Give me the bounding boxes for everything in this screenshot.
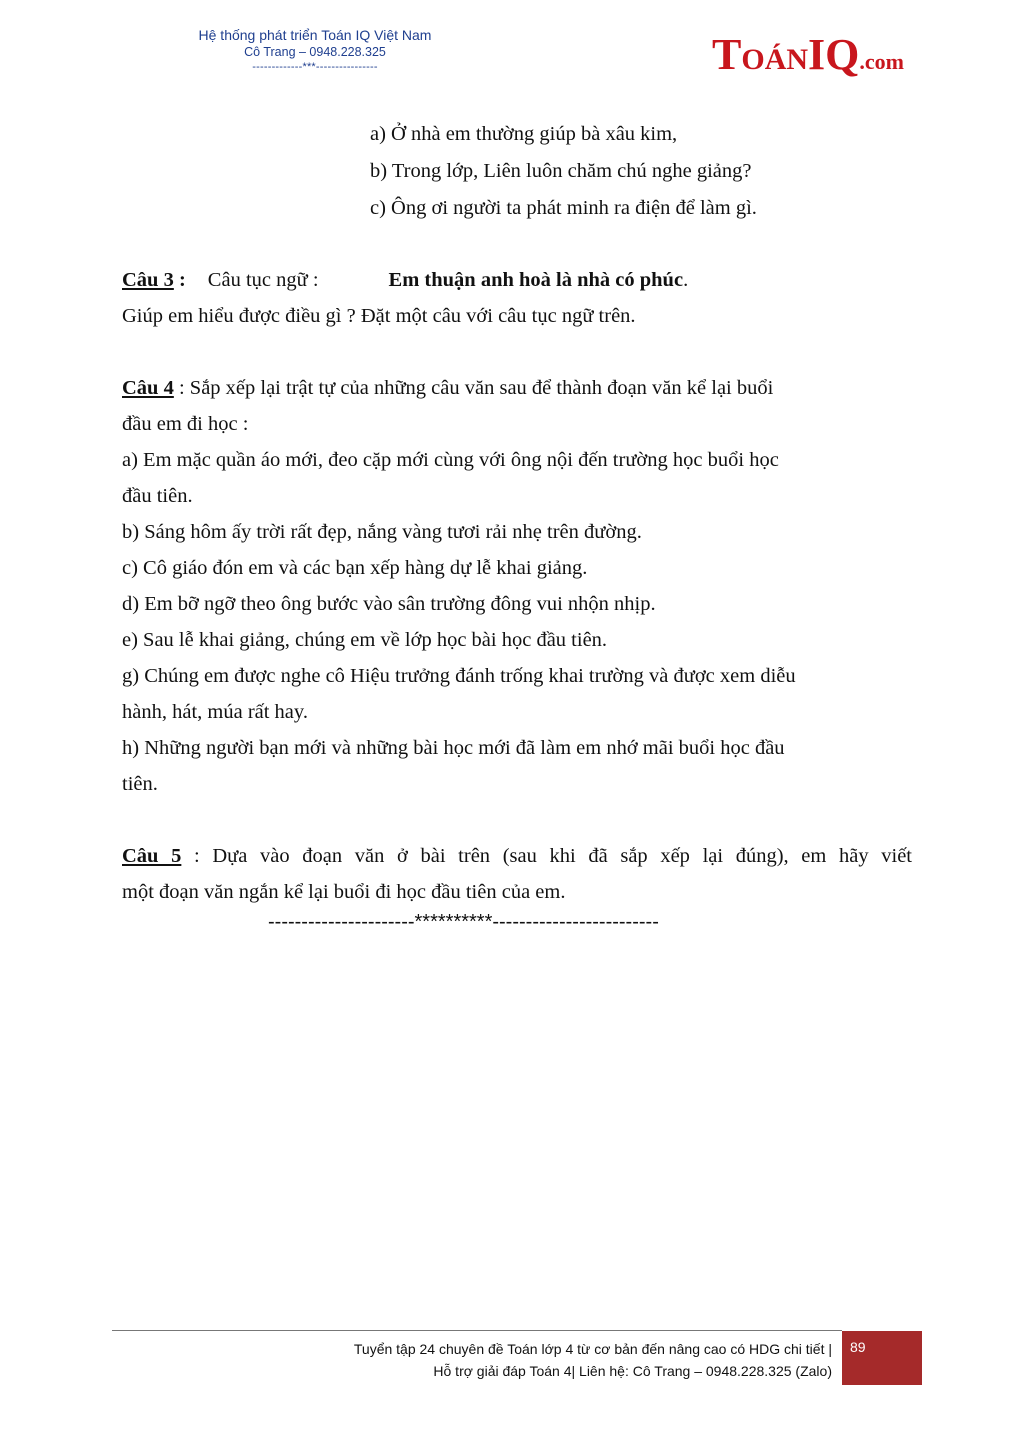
question-4-label: Câu 4 xyxy=(122,377,174,399)
list-item: d) Em bỡ ngỡ theo ông bước vào sân trường đông vui nhộn nhịp. xyxy=(122,593,656,615)
option-c: c) Ông ơi người ta phát minh ra điện để làm gì. xyxy=(370,197,757,219)
footer-text xyxy=(354,1338,832,1382)
question-5-label: Câu 5 xyxy=(122,845,182,867)
question-3-label: Câu 3 xyxy=(122,269,174,291)
question-4-line2: đầu em đi học : xyxy=(122,413,249,435)
page-number: 89 xyxy=(850,1339,866,1355)
question-5: Câu 5 : Dựa vào đoạn văn ở bài trên (sau khi đã sắp xếp lại đúng), em hãy viết xyxy=(122,845,912,867)
list-item: g) Chúng em được nghe cô Hiệu trưởng đánh trống khai trường và được xem diễu xyxy=(122,665,796,687)
end-divider: ----------------------**********------------------------- xyxy=(268,911,659,933)
question-3: Câu 3 : Câu tục ngữ : Em thuận anh hoà là nhà có phúc. xyxy=(122,269,689,291)
header-info xyxy=(150,26,480,74)
footer-rule xyxy=(112,1330,842,1331)
list-item: e) Sau lễ khai giảng, chúng em về lớp học bài học đầu tiên. xyxy=(122,629,608,651)
toaniq-logo: TOÁNIQ.com xyxy=(712,30,904,79)
list-item: a) Em mặc quần áo mới, đeo cặp mới cùng với ông nội đến trường học buổi học xyxy=(122,449,779,471)
list-item: hành, hát, múa rất hay. xyxy=(122,701,308,723)
list-item: đầu tiên. xyxy=(122,485,193,507)
header-contact: Cô Trang – 0948.228.325 xyxy=(244,45,386,59)
footer-line-2: Hỗ trợ giải đáp Toán 4| Liên hệ: Cô Trang – 0948.228.325 (Zalo) xyxy=(433,1363,832,1379)
list-item: tiên. xyxy=(122,773,158,795)
question-5-line2: một đoạn văn ngắn kể lại buổi đi học đầu tiên của em. xyxy=(122,881,566,903)
footer-line-1: Tuyển tập 24 chuyên đề Toán lớp 4 từ cơ bản đến nâng cao có HDG chi tiết | xyxy=(353,1341,832,1357)
list-item: h) Những người bạn mới và những bài học mới đã làm em nhớ mãi buổi học đầu xyxy=(122,737,785,759)
question-4: Câu 4 : Sắp xếp lại trật tự của những câu văn sau để thành đoạn văn kể lại buổi xyxy=(122,377,774,399)
proverb: Em thuận anh hoà là nhà có phúc xyxy=(388,269,684,291)
option-a: a) Ở nhà em thường giúp bà xâu kim, xyxy=(370,123,678,145)
header-title: Hệ thống phát triển Toán IQ Việt Nam xyxy=(198,27,432,43)
header-divider: -------------***---------------- xyxy=(252,61,378,73)
page-number-badge xyxy=(842,1331,922,1385)
question-3-text: Giúp em hiểu được điều gì ? Đặt một câu với câu tục ngữ trên. xyxy=(122,305,636,327)
question-3-intro: Câu tục ngữ : xyxy=(207,269,319,291)
list-item: b) Sáng hôm ấy trời rất đẹp, nắng vàng tươi rải nhẹ trên đường. xyxy=(122,521,642,543)
list-item: c) Cô giáo đón em và các bạn xếp hàng dự lễ khai giảng. xyxy=(122,557,588,579)
option-b: b) Trong lớp, Liên luôn chăm chú nghe giảng? xyxy=(370,160,752,182)
